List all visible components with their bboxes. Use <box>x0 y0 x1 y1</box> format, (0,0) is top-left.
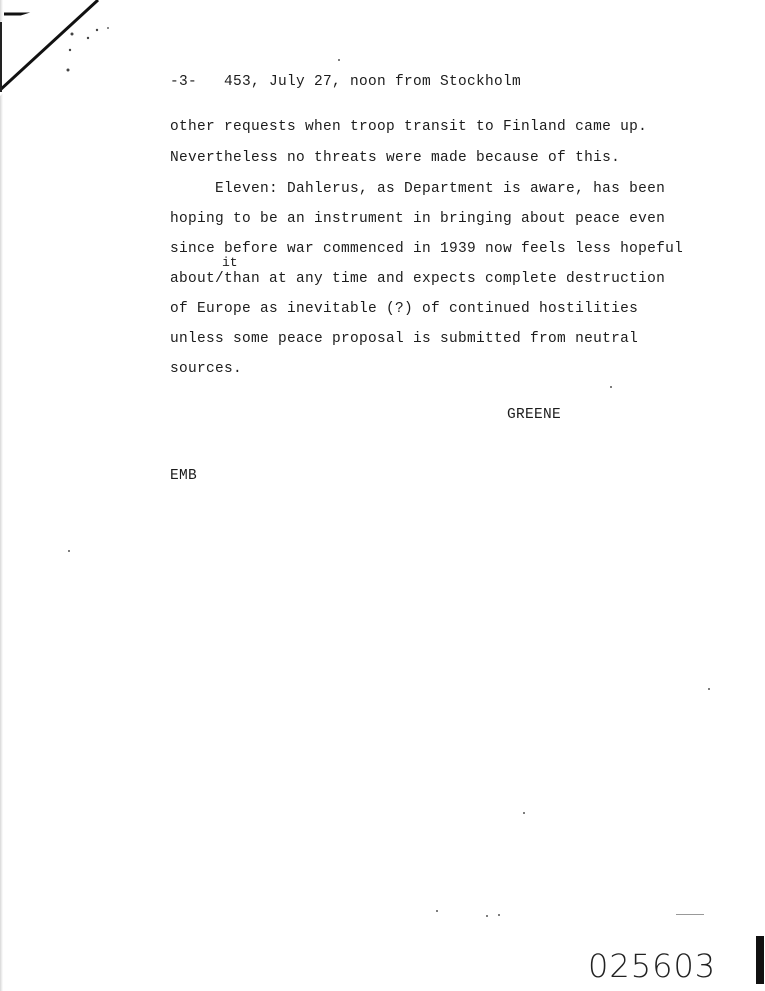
scan-speck <box>436 910 438 912</box>
page-header: -3- 453, July 27, noon from Stockholm <box>170 74 522 90</box>
typist-initials: EMB <box>170 468 198 484</box>
body-line-7: of Europe as inevitable (?) of continued hostilities <box>170 301 639 317</box>
scan-speck <box>486 915 488 917</box>
body-line-6: about/than at any time and expects complete destruction <box>170 271 666 287</box>
scan-edge-bar <box>756 936 764 984</box>
body-line-2: Nevertheless no threats were made because of this. <box>170 150 621 166</box>
scan-left-edge <box>0 0 3 991</box>
body-line-5: since before war commenced in 1939 now feels less hopeful <box>170 241 684 257</box>
folded-corner-mark <box>0 0 120 100</box>
body-line-4: hoping to be an instrument in bringing about peace even <box>170 211 666 227</box>
scan-speck <box>708 688 710 690</box>
scan-dash <box>676 914 704 915</box>
body-line-8: unless some peace proposal is submitted from neutral <box>170 331 639 347</box>
scan-speck <box>338 59 340 61</box>
scan-speck <box>498 914 500 916</box>
scan-speck <box>68 550 70 552</box>
interlinear-insertion: it <box>222 255 238 270</box>
handwritten-archive-number: 025603 <box>588 947 717 985</box>
body-line-3: Eleven: Dahlerus, as Department is aware, has been <box>170 181 666 197</box>
scan-speck <box>523 812 525 814</box>
body-line-9: sources. <box>170 361 243 377</box>
body-line-1: other requests when troop transit to Finland came up. <box>170 119 648 135</box>
signature: GREENE <box>507 407 562 423</box>
scan-speck <box>610 386 612 388</box>
